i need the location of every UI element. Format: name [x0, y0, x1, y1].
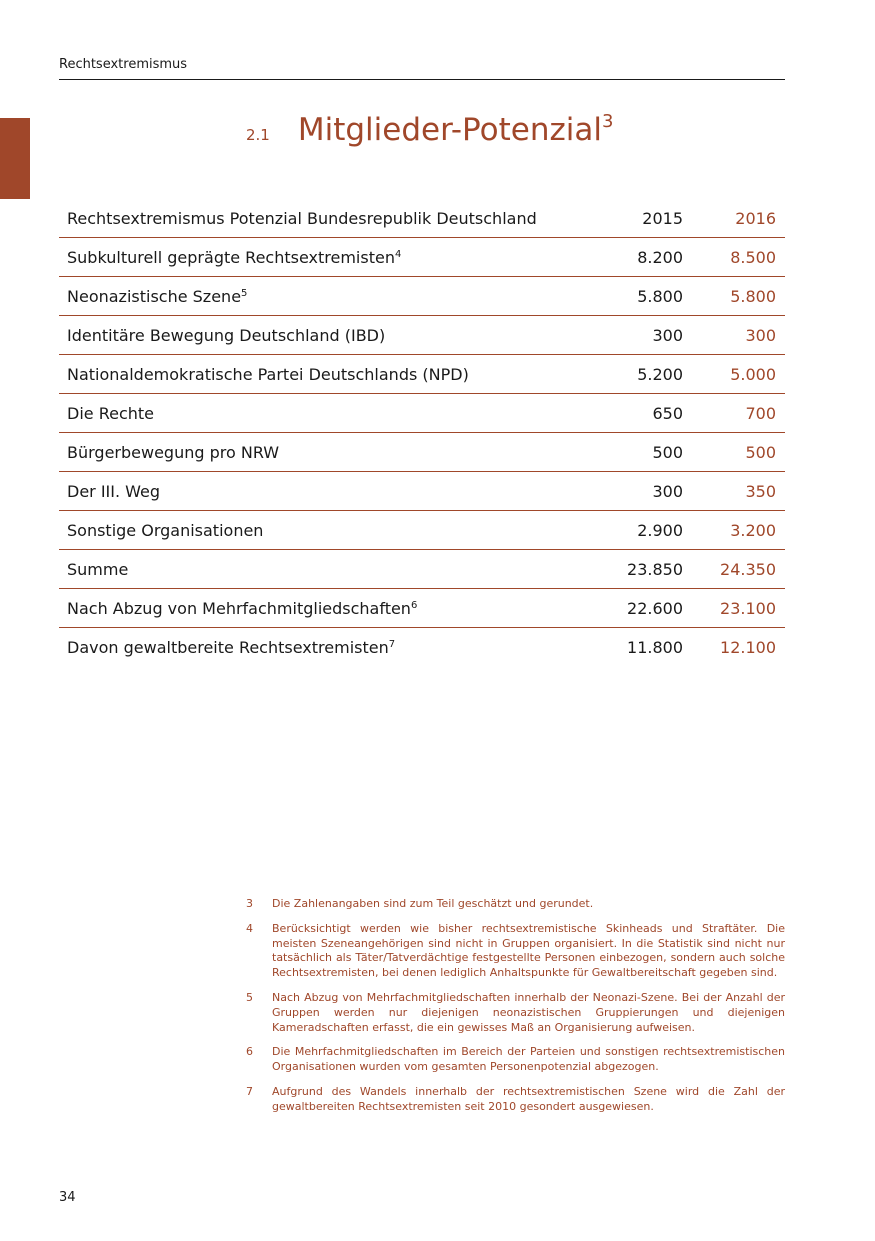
row-label: Sonstige Organisationen	[59, 511, 580, 550]
table-row	[59, 355, 785, 394]
footnote	[246, 897, 785, 912]
value-2016: 3.200	[693, 511, 785, 550]
value-2016: 700	[693, 394, 785, 433]
row-label: Der III. Weg	[59, 472, 580, 511]
table-row	[59, 511, 785, 550]
value-2016: 12.100	[720, 637, 776, 657]
value-2015: 23.850	[580, 550, 693, 589]
footnote	[246, 1045, 785, 1075]
value-2016: 500	[693, 433, 785, 472]
value-2015: 300	[580, 316, 693, 355]
value-2015: 8.200	[580, 238, 693, 277]
table-header-row	[59, 199, 785, 238]
table-header-label: Rechtsextremismus Potenzial Bundesrepublik Deutschland	[59, 199, 580, 238]
value-2016: 8.500	[693, 238, 785, 277]
value-2016: 23.100	[693, 589, 785, 628]
value-2015: 650	[580, 394, 693, 433]
value-2016: 300	[693, 316, 785, 355]
footnote-ref: 6	[410, 599, 418, 611]
footnote-ref: 7	[388, 638, 396, 650]
table-row	[59, 238, 785, 277]
value-2016: 5.800	[693, 277, 785, 316]
table-row	[59, 589, 785, 628]
header-divider	[59, 79, 785, 80]
row-label: Subkulturell geprägte Rechtsextremisten$^4$	[59, 238, 580, 277]
value-2015: 5.200	[580, 355, 693, 394]
footnote-number: 7	[246, 1084, 253, 1098]
potential-table	[59, 199, 785, 666]
page-number: 34	[59, 1190, 76, 1205]
footnote-text: Aufgrund des Wandels innerhalb der rechtsextremistischen Szene wird die Zahl der gewaltbereiten Rechtsextremisten seit 2010 gesondert ausgewiesen.	[272, 1084, 785, 1113]
table-row	[59, 472, 785, 511]
table-row-sum	[59, 550, 785, 589]
row-label: Nationaldemokratische Partei Deutschlands (NPD)	[59, 355, 580, 394]
footnote-text: Berücksichtigt werden wie bisher rechtsextremistische Skinheads und Straftäter. Die meisten Szeneangehörigen sind nicht in Gruppen organisiert. In die Statistik sind nicht nur tatsächlich als Täter/Tatverdächtige festgestellte Personen einbezogen, sondern auch solche Rechtsextremisten, bei denen lediglich Anhaltspunkte für Gewaltbereitschaft gegeben sind.	[272, 921, 785, 980]
value-2015: 500	[580, 433, 693, 472]
row-label: Identitäre Bewegung Deutschland (IBD)	[59, 316, 580, 355]
footnote	[246, 1085, 785, 1115]
row-label: Summe	[59, 550, 580, 589]
footnote-text: Die Mehrfachmitgliedschaften im Bereich der Parteien und sonstigen rechtsextremistischen Organisationen wurden vom gesamten Personenpotenzial abgezogen.	[272, 1045, 785, 1074]
footnote	[246, 991, 785, 1035]
footnote-ref: 4	[394, 248, 402, 260]
table-row	[59, 628, 785, 667]
value-2015: 2.900	[580, 511, 693, 550]
table-header-2015: 2015	[580, 199, 693, 238]
value-2015: 11.800	[627, 637, 683, 657]
section-heading	[246, 112, 613, 148]
row-label: Die Rechte	[59, 394, 580, 433]
footnote-number: 3	[246, 897, 253, 910]
running-header: Rechtsextremismus	[59, 57, 188, 72]
row-label: Neonazistische Szene$^5$	[59, 277, 580, 316]
value-2016: 5.000	[693, 355, 785, 394]
row-label: Davon gewaltbereite Rechtsextremisten$^7$	[67, 637, 396, 657]
footnote-number: 4	[246, 921, 253, 935]
section-footnote-ref: 3	[601, 111, 614, 132]
footnote-number: 6	[246, 1045, 253, 1059]
value-2015: 5.800	[580, 277, 693, 316]
value-2015: 22.600	[580, 589, 693, 628]
chapter-accent-bar	[0, 118, 30, 199]
row-label: Bürgerbewegung pro NRW	[59, 433, 580, 472]
table-row	[59, 394, 785, 433]
table-header-2016: 2016	[693, 199, 785, 238]
table-row	[59, 316, 785, 355]
section-title: Mitglieder-Potenzial	[297, 112, 602, 148]
footnote-number: 5	[246, 990, 253, 1004]
value-2015: 300	[580, 472, 693, 511]
value-2016: 350	[693, 472, 785, 511]
table-row	[59, 433, 785, 472]
footnote	[246, 922, 785, 981]
section-number: 2.1	[246, 126, 270, 144]
value-2016: 24.350	[693, 550, 785, 589]
footnote-text: Die Zahlenangaben sind zum Teil geschätzt und gerundet.	[272, 897, 594, 910]
table-row	[59, 277, 785, 316]
footnote-text: Nach Abzug von Mehrfachmitgliedschaften innerhalb der Neonazi-Szene. Bei der Anzahl der Gruppen werden nur diejenigen neonazistischen Gruppierungen und diejenigen Kameradschaften erfasst, die ein gewisses Maß an Organisierung aufweisen.	[272, 990, 785, 1034]
footnotes	[246, 897, 785, 1125]
row-label: Nach Abzug von Mehrfachmitgliedschaften$^6$	[59, 589, 580, 628]
footnote-ref: 5	[241, 287, 248, 299]
